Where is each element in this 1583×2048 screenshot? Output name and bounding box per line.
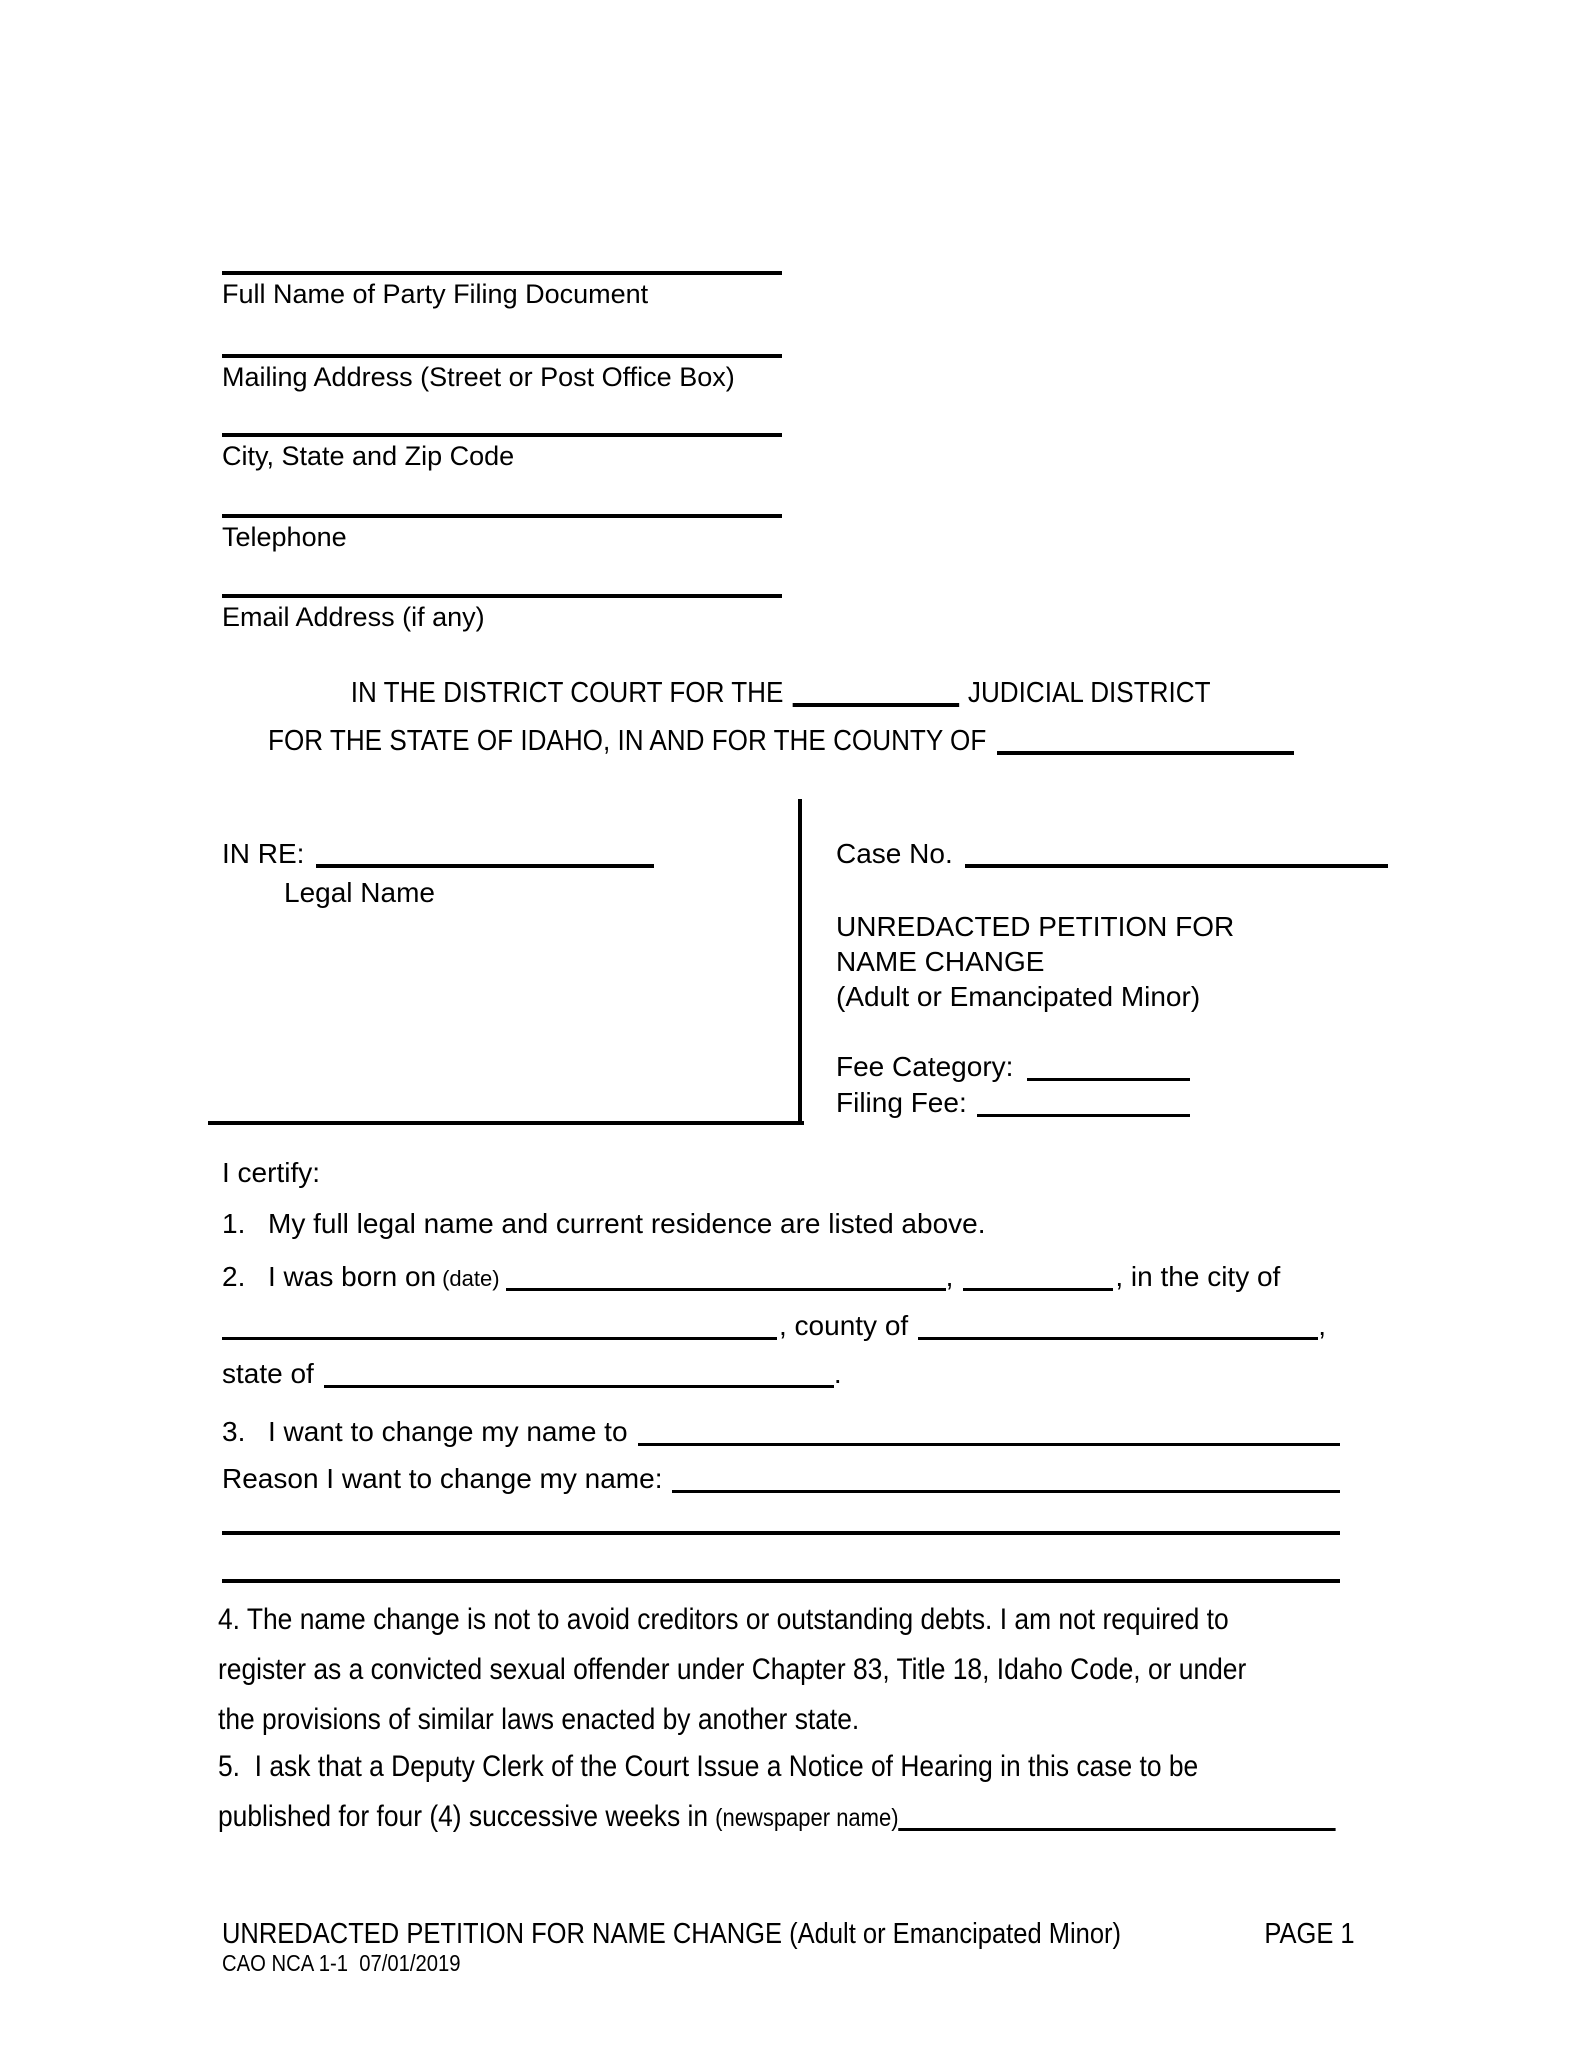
in-re-row	[222, 837, 654, 871]
case-no-row	[836, 837, 1388, 871]
reason-row	[222, 1462, 1340, 1496]
birth-city-line[interactable]	[222, 1337, 777, 1340]
county-name-line[interactable]	[997, 751, 1294, 755]
reason-label: Reason I want to change my name:	[222, 1463, 663, 1494]
petition-title-line2: NAME CHANGE	[836, 946, 1045, 977]
item-1-number: 1.	[222, 1208, 246, 1239]
reason-extra-line-2[interactable]	[222, 1579, 1340, 1583]
petition-title-line3: (Adult or Emancipated Minor)	[836, 981, 1201, 1012]
item-1-text: My full legal name and current residence are listed above.	[268, 1208, 986, 1239]
in-re-label: IN RE:	[222, 838, 305, 869]
email-line[interactable]	[222, 594, 782, 598]
birth-county-line[interactable]	[918, 1337, 1318, 1340]
city-state-zip-label: City, State and Zip Code	[222, 441, 515, 471]
birth-date-line[interactable]	[506, 1288, 946, 1291]
state-of-label: state of	[222, 1358, 314, 1389]
new-name-line[interactable]	[638, 1443, 1340, 1446]
mailing-address-line[interactable]	[222, 354, 782, 358]
court-heading-line1	[222, 677, 1340, 710]
reason-line[interactable]	[672, 1490, 1340, 1493]
state-period: .	[833, 1358, 842, 1389]
item-2-number: 2.	[222, 1261, 246, 1292]
item-3-text: I want to change my name to	[268, 1416, 628, 1447]
county-of-label: , county of	[779, 1310, 909, 1341]
petition-title-line1: UNREDACTED PETITION FOR	[836, 911, 1235, 942]
item-4-line3: the provisions of similar laws enacted by another state.	[218, 1703, 860, 1736]
fee-category-line[interactable]	[1027, 1078, 1190, 1081]
birth-state-line[interactable]	[324, 1385, 834, 1388]
court-heading-line2	[222, 725, 1340, 758]
heading-line2-pre: FOR THE STATE OF IDAHO, IN AND FOR THE COUNTY OF	[267, 725, 987, 757]
item-2-comma: ,	[945, 1261, 954, 1292]
telephone-label: Telephone	[222, 522, 347, 552]
item-3	[222, 1415, 1340, 1449]
footer-form-code: CAO NCA 1-1 07/01/2019	[222, 1950, 461, 1976]
certify-heading: I certify:	[222, 1157, 321, 1188]
caption-bottom-line	[208, 1121, 804, 1125]
mailing-address-label: Mailing Address (Street or Post Office Box)	[222, 362, 735, 392]
county-comma: ,	[1318, 1310, 1326, 1341]
full-name-line[interactable]	[222, 271, 782, 275]
item-3-number: 3.	[222, 1416, 246, 1447]
case-no-label: Case No.	[836, 838, 953, 869]
footer-doc-title: UNREDACTED PETITION FOR NAME CHANGE (Adult or Emancipated Minor)	[222, 1918, 1122, 1950]
item-2-line3	[222, 1357, 842, 1391]
case-no-line[interactable]	[965, 864, 1388, 868]
judicial-district-line[interactable]	[793, 703, 960, 707]
item-2-line1	[222, 1260, 1280, 1294]
filing-fee-line[interactable]	[977, 1114, 1190, 1117]
filing-fee-row	[836, 1086, 1190, 1120]
full-name-label: Full Name of Party Filing Document	[222, 279, 649, 309]
newspaper-name-line[interactable]	[899, 1828, 1336, 1831]
newspaper-hint: (newspaper name)	[715, 1804, 899, 1832]
filing-fee-label: Filing Fee:	[836, 1087, 967, 1118]
fee-category-label: Fee Category:	[836, 1051, 1014, 1082]
item-4-line2: register as a convicted sexual offender under Chapter 83, Title 18, Idaho Code, or under	[218, 1653, 1247, 1686]
item-2-city-suffix: , in the city of	[1115, 1261, 1281, 1292]
in-re-legal-name-line[interactable]	[316, 864, 654, 868]
item-5-line1: 5. I ask that a Deputy Clerk of the Court Issue a Notice of Hearing in this case to be	[218, 1750, 1199, 1783]
item-2-line2	[222, 1309, 1326, 1343]
item-5-line2	[218, 1799, 1336, 1835]
birth-date-line-2[interactable]	[963, 1288, 1113, 1291]
footer-page-number: PAGE 1	[1264, 1918, 1355, 1950]
fee-category-row	[836, 1050, 1190, 1084]
item-1	[222, 1207, 986, 1241]
item-5-line2-text: published for four (4) successive weeks in	[218, 1800, 709, 1833]
city-state-zip-line[interactable]	[222, 433, 782, 437]
telephone-line[interactable]	[222, 514, 782, 518]
caption-divider	[798, 799, 802, 1125]
date-hint: (date)	[442, 1266, 500, 1291]
heading-line1-post: JUDICIAL DISTRICT	[968, 677, 1211, 709]
item-2-pre: I was born on	[268, 1261, 437, 1292]
item-4-line1: 4. The name change is not to avoid creditors or outstanding debts. I am not required to	[218, 1603, 1229, 1636]
email-label: Email Address (if any)	[222, 602, 485, 632]
legal-name-label: Legal Name	[284, 877, 435, 908]
reason-extra-line-1[interactable]	[222, 1531, 1340, 1535]
heading-line1-pre: IN THE DISTRICT COURT FOR THE	[351, 677, 784, 709]
